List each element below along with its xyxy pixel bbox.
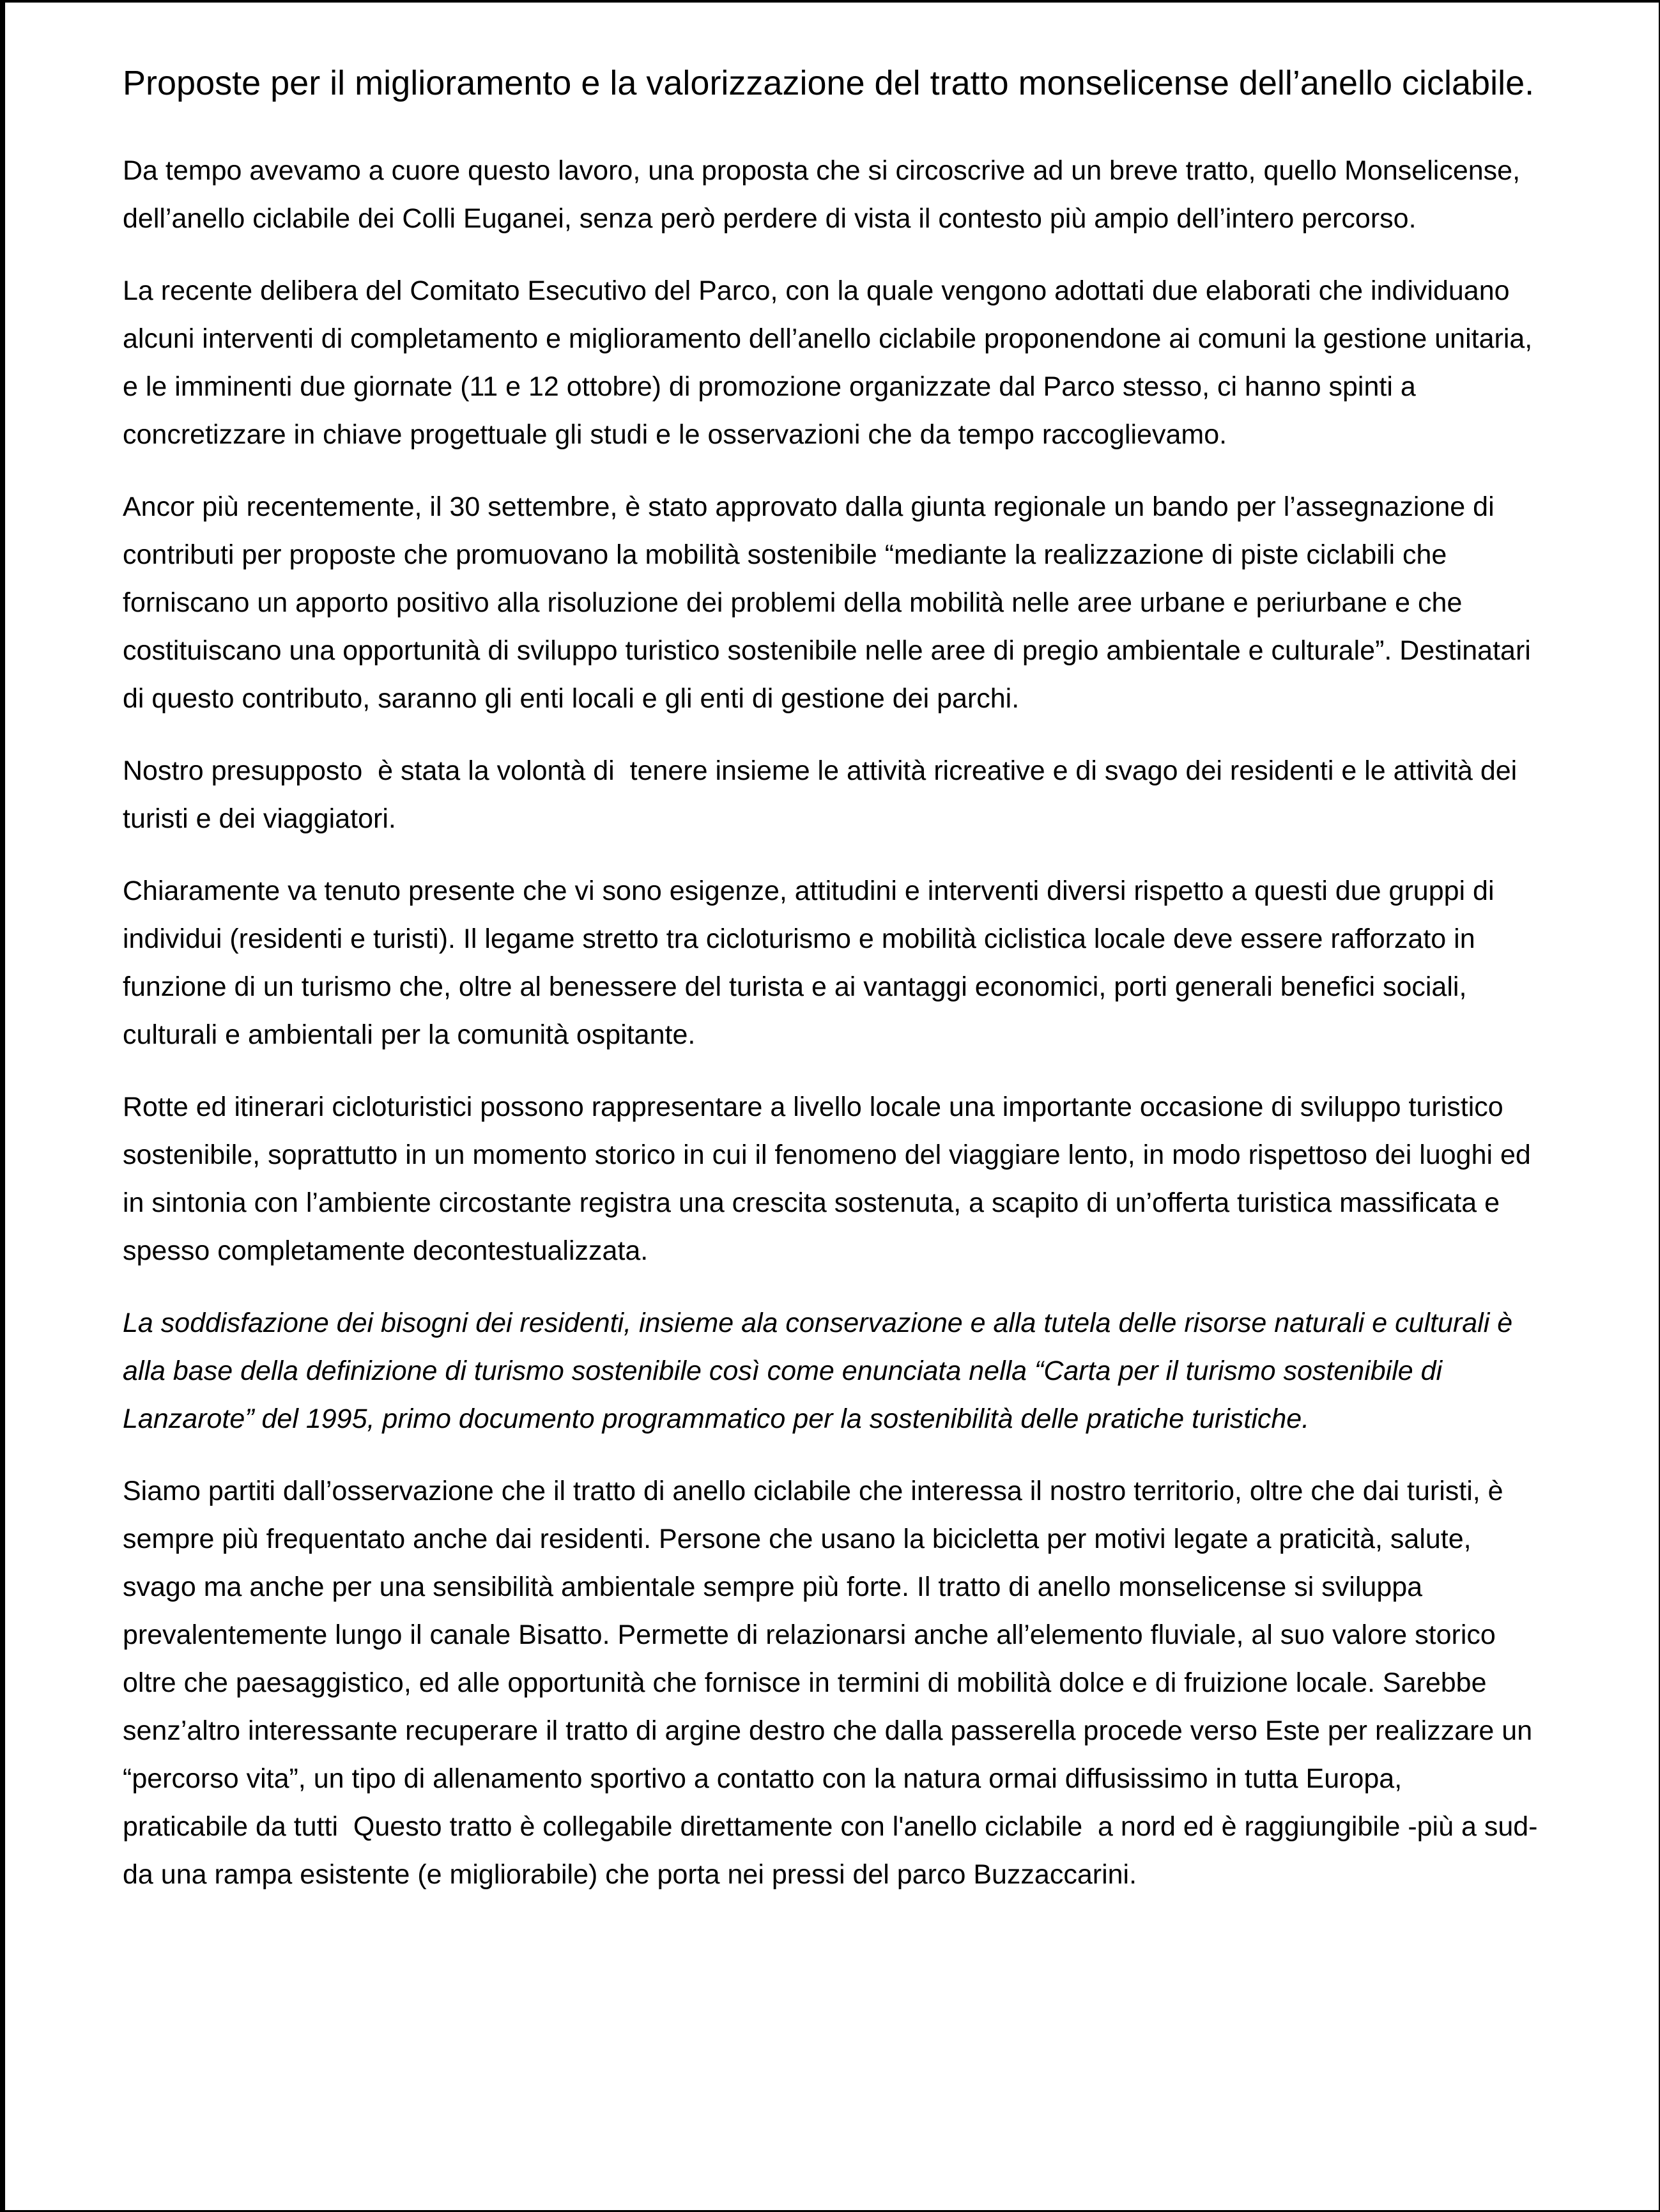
paragraph: Rotte ed itinerari cicloturistici possono rappresentare a livello locale una importante occasione di sviluppo turistico sostenibile, soprattutto in un momento storico in cui il fenomeno del viaggiare lento, in modo rispettoso dei luoghi ed in sintonia con l’ambiente circostante registra una crescita sostenuta, a scapito di un’offerta turistica massificata e spesso completamente decontestualizzata. [123, 1092, 1539, 1266]
paragraph: Ancor più recentemente, il 30 settembre, è stato approvato dalla giunta regionale un bando per l’assegnazione di contributi per proposte che promuovano la mobilità sostenibile “mediante la realizzazione di piste ciclabili che forniscano un apporto positivo alla risoluzione dei problemi della mobilità nelle aree urbane e periurbane e che costituiscano una opportunità di sviluppo turistico sostenibile nelle aree di pregio ambientale e culturale”. Destinatari di questo contributo, saranno gli enti locali e gli enti di gestione dei parchi. [123, 491, 1539, 714]
paragraph: La soddisfazione dei bisogni dei residenti, insieme ala conservazione e alla tutela delle risorse naturali e culturali è alla base della definizione di turismo sostenibile così come enunciata nella “Carta per il turismo sostenibile di Lanzarote” del 1995, primo documento programmatico per la sostenibilità delle pratiche turistiche. [123, 1308, 1521, 1434]
document-body [123, 147, 1546, 1899]
paragraph: Nostro presupposto è stata la volontà di tenere insieme le attività ricreative e di svago dei residenti e le attività dei turisti e dei viaggiatori. [123, 755, 1525, 834]
paragraph: Da tempo avevamo a cuore questo lavoro, una proposta che si circoscrive ad un breve tratto, quello Monselicense, dell’anello ciclabile dei Colli Euganei, senza però perdere di vista il contesto più ampio dell’intero percorso. [123, 155, 1535, 234]
document-title: Proposte per il miglioramento e la valorizzazione del tratto monselicense dell’anello ciclabile. [123, 64, 1535, 102]
paragraph: Siamo partiti dall’osservazione che il tratto di anello ciclabile che interessa il nostro territorio, oltre che dai turisti, è sempre più frequentato anche dai residenti. Persone che usano la bicicletta per motivi legate a praticità, salute, svago ma anche per una sensibilità ambientale sempre più forte. Il tratto di anello monselicense si sviluppa prevalentemente lungo il canale Bisatto. Permette di relazionarsi anche all’elemento fluviale, al suo valore storico oltre che paesaggistico, ed alle opportunità che fornisce in termini di mobilità dolce e di fruizione locale. Sarebbe senz’altro interessante recuperare il tratto di argine destro che dalla passerella procede verso Este per realizzare un “percorso vita”, un tipo di allenamento sportivo a contatto con la natura ormai diffusissimo in tutta Europa, praticabile da tutti Questo tratto è collegabile direttamente con l'anello ciclabile a nord ed è raggiungibile -più a sud- da una rampa esistente (e migliorabile) che porta nei pressi del parco Buzzaccarini. [123, 1476, 1546, 1890]
paragraph: Chiaramente va tenuto presente che vi sono esigenze, attitudini e interventi diversi rispetto a questi due gruppi di individui (residenti e turisti). Il legame stretto tra cicloturismo e mobilità ciclistica locale deve essere rafforzato in funzione di un turismo che, oltre al benessere del turista e ai vantaggi economici, porti generali benefici sociali, culturali e ambientali per la comunità ospitante. [123, 876, 1502, 1050]
paragraph: La recente delibera del Comitato Esecutivo del Parco, con la quale vengono adottati due elaborati che individuano alcuni interventi di completamento e miglioramento dell’anello ciclabile proponendone ai comuni la gestione unitaria, e le imminenti due giornate (11 e 12 ottobre) di promozione organizzate dal Parco stesso, ci hanno spinti a concretizzare in chiave progettuale gli studi e le osservazioni che da tempo raccoglievamo. [123, 275, 1541, 450]
